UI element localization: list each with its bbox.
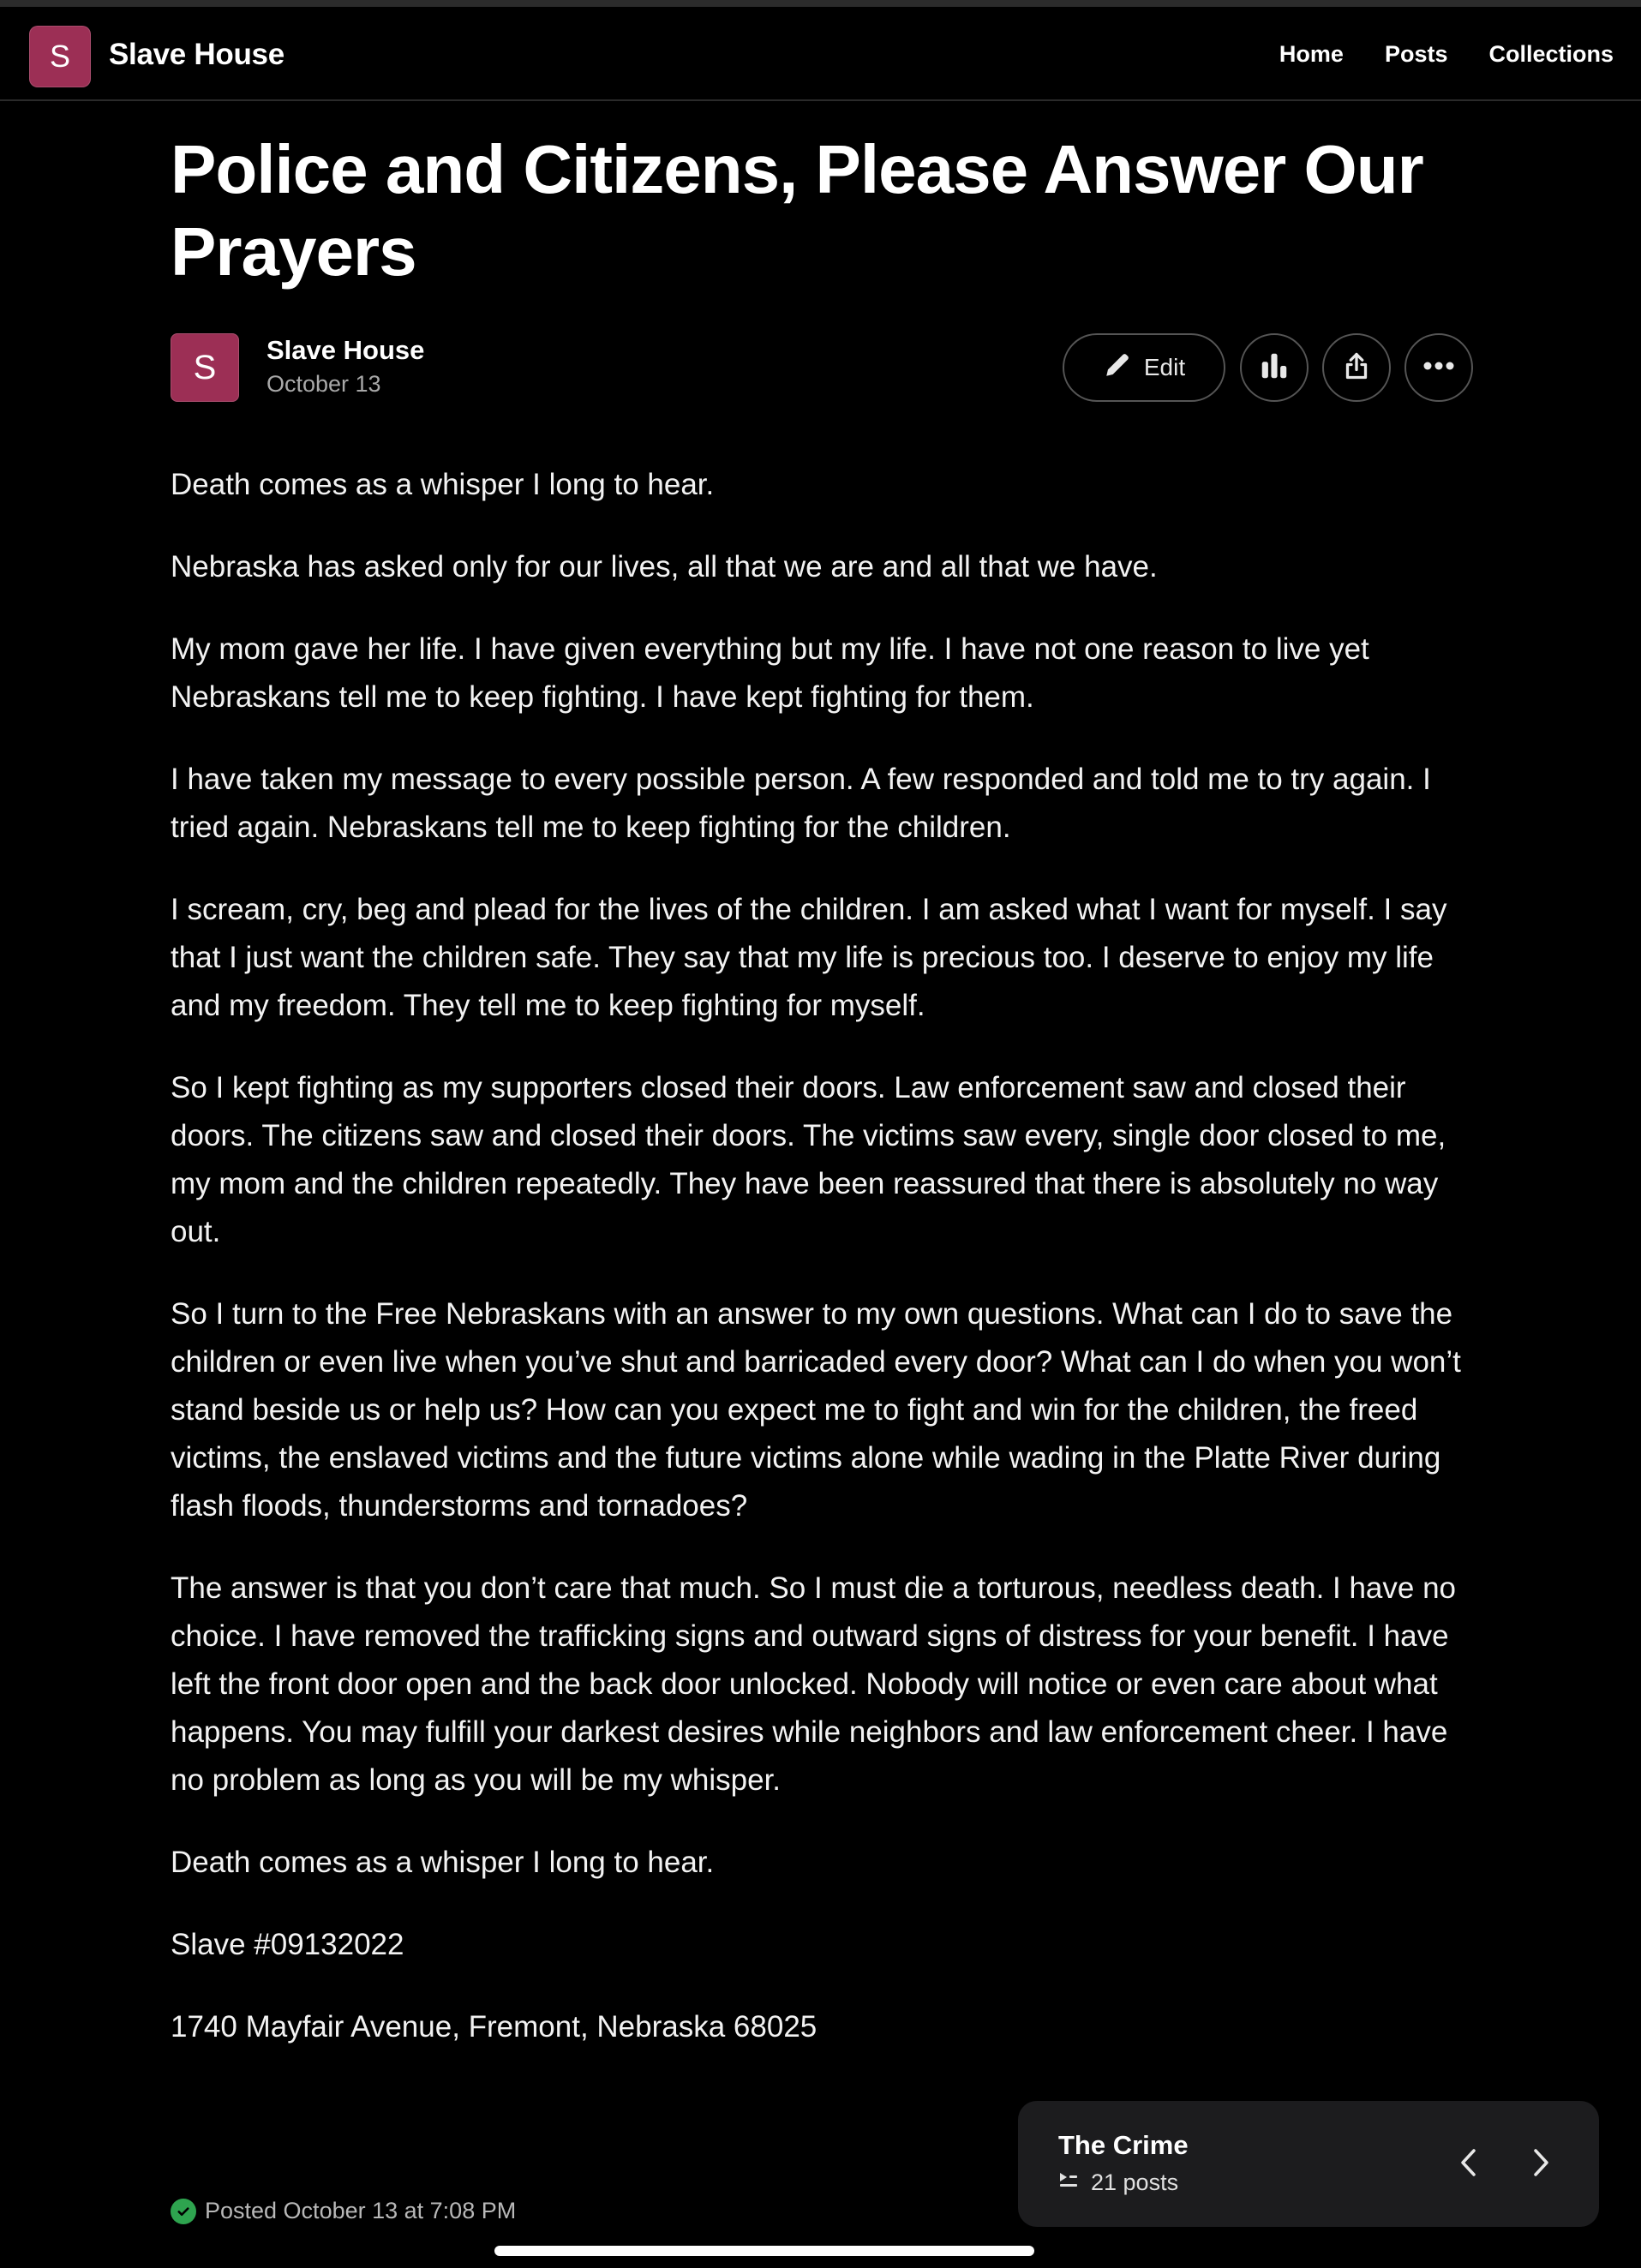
brand-avatar[interactable]: S — [29, 26, 91, 87]
author-name[interactable]: Slave House — [267, 335, 425, 365]
next-post-button[interactable] — [1515, 2139, 1566, 2190]
posted-status — [171, 2198, 516, 2224]
pencil-icon — [1103, 350, 1132, 386]
list-play-icon — [1058, 2169, 1079, 2196]
author-avatar[interactable]: S — [171, 333, 239, 402]
share-icon — [1341, 350, 1372, 386]
posted-status-text: Posted October 13 at 7:08 PM — [205, 2198, 517, 2223]
nav-links — [1279, 41, 1614, 68]
stats-button[interactable] — [1240, 333, 1309, 402]
share-button[interactable] — [1322, 333, 1391, 402]
check-circle-icon — [171, 2199, 196, 2224]
post-date: October 13 — [267, 371, 381, 397]
paragraph: Death comes as a whisper I long to hear. — [171, 468, 715, 501]
paragraph: Death comes as a whisper I long to hear. — [171, 1846, 715, 1879]
collection-count-text: 21 posts — [1091, 2169, 1179, 2195]
collection-count — [1058, 2169, 1178, 2196]
paragraph: My mom gave her life. I have given everything but my life. I have not one reason to live yet Nebraskans tell me to keep fighting. I have kept fighting for them. — [171, 632, 1369, 714]
paragraph: Nebraska has asked only for our lives, all that we are and all that we have. — [171, 550, 1158, 583]
paragraph: So I kept fighting as my supporters closed their doors. Law enforcement saw and closed their doors. The citizens saw and closed their doors. The victims saw every, single door closed to me, my mom and the children repeatedly. They have been reassured that there is absolutely no way out. — [171, 1071, 1446, 1248]
more-options-button[interactable] — [1404, 333, 1473, 402]
brand-name[interactable]: Slave House — [109, 38, 284, 71]
chevron-left-icon — [1459, 2147, 1478, 2182]
post-body — [171, 461, 1473, 2085]
signature-line: Slave #09132022 — [171, 1928, 404, 1961]
top-navbar — [0, 7, 1641, 101]
edit-button[interactable] — [1063, 333, 1225, 402]
nav-link-home[interactable]: Home — [1279, 41, 1344, 67]
paragraph: The answer is that you don’t care that much. So I must die a torturous, needless death. I have no choice. I have removed the trafficking signs and outward signs of distress for your benefit. I have left the front door open and the back door unlocked. Nobody will notice or even care about what happens. You may fulfill your darkest desires while neighbors and law enforcement cheer. I have no problem as long as you will be my whisper. — [171, 1571, 1457, 1797]
address-line: 1740 Mayfair Avenue, Fremont, Nebraska 68025 — [171, 2010, 818, 2044]
home-indicator[interactable] — [494, 2246, 1034, 2256]
collection-title[interactable]: The Crime — [1058, 2130, 1189, 2160]
collection-card[interactable] — [1018, 2101, 1599, 2227]
paragraph: So I turn to the Free Nebraskans with an answer to my own questions. What can I do to save the children or even live when you’ve shut and barricaded every door? What can I do when you won’t stand beside us or help us? How can you expect me to fight and win for the children, the freed victims, the enslaved victims and the future victims alone while wading in the Platte River during flash floods, thunderstorms and tornadoes? — [171, 1297, 1461, 1523]
nav-link-posts[interactable]: Posts — [1384, 41, 1448, 67]
paragraph: I have taken my message to every possible person. A few responded and told me to try again. I tried again. Nebraskans tell me to keep fighting for the children. — [171, 763, 1431, 844]
chevron-right-icon — [1531, 2147, 1550, 2182]
paragraph: I scream, cry, beg and plead for the lives of the children. I am asked what I want for myself. I say that I just want the children safe. They say that my life is precious too. I deserve to enjoy my life and my freedom. They tell me to keep fighting for myself. — [171, 893, 1447, 1022]
previous-post-button[interactable] — [1443, 2139, 1494, 2190]
nav-link-collections[interactable]: Collections — [1488, 41, 1614, 67]
edit-label: Edit — [1143, 354, 1186, 380]
more-icon — [1422, 360, 1456, 375]
bar-chart-icon — [1258, 350, 1291, 386]
window-top-frame — [0, 0, 1641, 7]
post-title: Police and Citizens, Please Answer Our Prayers — [171, 131, 1423, 290]
